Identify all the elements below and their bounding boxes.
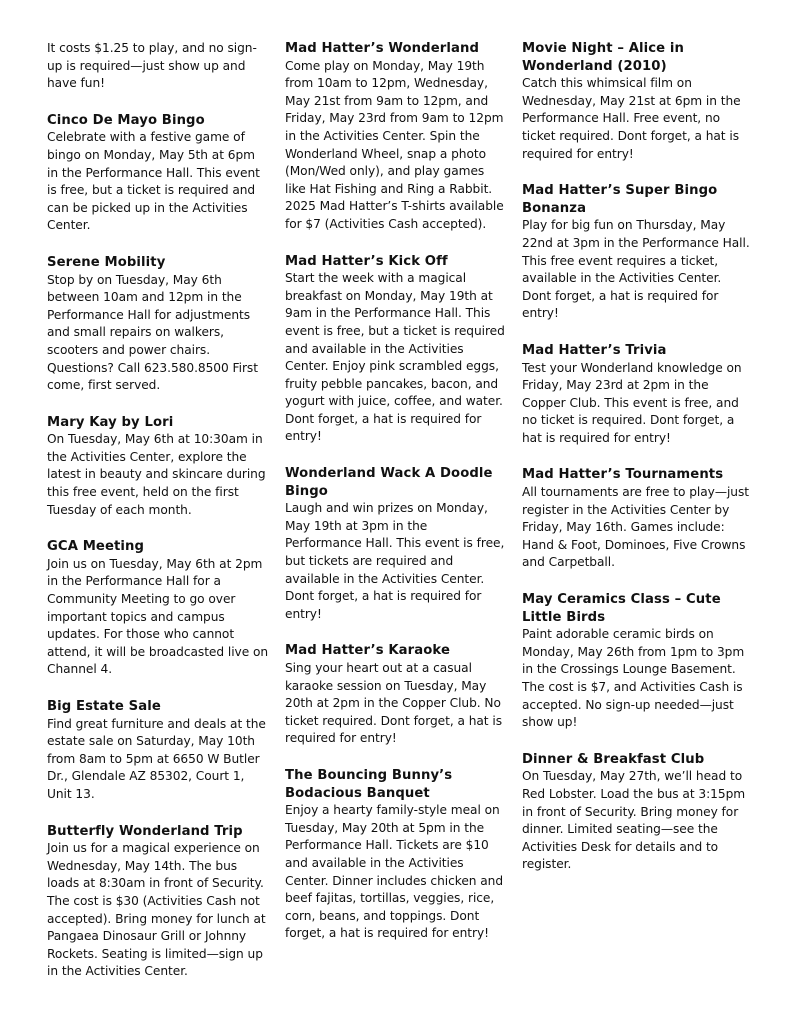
event-serene-mobility xyxy=(47,254,269,395)
event-title: Mad Hatter’s Trivia xyxy=(522,342,667,358)
event-title: The Bouncing Bunny’s Bodacious Banquet xyxy=(285,767,453,801)
event-title: Mad Hatter’s Tournaments xyxy=(522,467,724,483)
event-description: Enjoy a hearty family-style meal on Tuesday, May 20th at 5pm in the Performance Hall. Tickets are $10 and available in the Activities Center. Dinner includes chicken and beef fajitas, tortillas, veggies, rice, corn, beans, and toppings. Dont forget, a hat is required for entry! xyxy=(285,803,504,941)
event-title: Mad Hatter’s Wonderland xyxy=(285,41,480,56)
event-mad-hatters-kick-off xyxy=(285,253,507,447)
event-mad-hatters-tournaments xyxy=(522,466,752,572)
event-mad-hatters-trivia xyxy=(522,342,752,448)
event-title: Mad Hatter’s Karaoke xyxy=(285,643,450,659)
event-description: Sing your heart out at a casual karaoke session on Tuesday, May 20th at 2pm in the Copper Club. No ticket required. Dont forget, a hat is required for entry! xyxy=(285,661,502,746)
event-big-estate-sale xyxy=(47,698,269,804)
event-ceramics-class xyxy=(522,591,752,732)
event-description: Play for big fun on Thursday, May 22nd at 3pm in the Performance Hall. This free event requires a ticket, available in the Activities Center. Dont forget, a hat is required for entry! xyxy=(522,218,750,321)
event-title: Mad Hatter’s Kick Off xyxy=(285,253,448,269)
event-wack-a-doodle-bingo xyxy=(285,465,507,623)
event-description: Come play on Monday, May 19th from 10am to 12pm, Wednesday, May 21st from 9am to 12pm, and Friday, May 23rd from 9am to 12pm in the Activities Center. Spin the Wonderland Wheel, snap a photo (Mon/Wed only), and play games like Hat Fishing and Ring a Rabbit. 2025 Mad Hatter’s T-shirts available for $7 (Activities Cash accepted). xyxy=(285,58,504,231)
events-column-1 xyxy=(47,40,269,1000)
event-title: Mary Kay by Lori xyxy=(47,414,174,430)
event-title: Wonderland Wack A Doodle Bingo xyxy=(285,466,493,499)
event-title: Movie Night – Alice in Wonderland (2010) xyxy=(522,41,685,74)
event-movie-night xyxy=(522,40,752,163)
event-title: Dinner & Breakfast Club xyxy=(522,751,705,767)
event-description: Join us for a magical experience on Wednesday, May 14th. The bus loads at 8:30am in front of Security. The cost is $30 (Activities Cash not accepted). Bring money for lunch at Pangaea Dinosaur Grill or Johnny Rockets. Seating is limited—sign up in the Activities Center. xyxy=(47,841,266,979)
event-description: Stop by on Tuesday, May 6th between 10am and 12pm in the Performance Hall for adjustments and small repairs on walkers, scooters and power chairs. Questions? Call 623.580.8500 First come, first served. xyxy=(47,272,258,393)
event-description: Join us on Tuesday, May 6th at 2pm in the Performance Hall for a Community Meeting to go over important topics and campus updates. For those who cannot attend, it will be broadcasted live on Channel 4. xyxy=(47,556,269,677)
events-column-2 xyxy=(285,40,507,962)
event-description: On Tuesday, May 6th at 10:30am in the Activities Center, explore the latest in beauty and skincare during this free event, held on the first Tuesday of each month. xyxy=(47,432,266,517)
event-title: Cinco De Mayo Bingo xyxy=(47,112,205,128)
event-gca-meeting xyxy=(47,538,269,679)
event-dinner-breakfast-club xyxy=(522,751,752,874)
event-title: Mad Hatter’s Super Bingo Bonanza xyxy=(522,183,718,216)
event-description: Start the week with a magical breakfast on Monday, May 19th at 9am in the Performance Hall. This event is free, but a ticket is required and available in the Activities Center. Enjoy pink scrambled eggs, fruity pebble pancakes, bacon, and yogurt with juice, coffee, and water. Dont forget, a hat is required for entry! xyxy=(285,271,505,444)
event-title: Serene Mobility xyxy=(47,254,166,270)
event-description: Catch this whimsical film on Wednesday, May 21st at 6pm in the Performance Hall. Free event, no ticket required. Dont forget, a hat is required for entry! xyxy=(522,76,741,161)
event-mad-hatters-wonderland xyxy=(285,40,507,234)
event-super-bingo-bonanza xyxy=(522,182,752,323)
event-description: Celebrate with a festive game of bingo on Monday, May 5th at 6pm in the Performance Hall. This event is free, but a ticket is required and can be picked up in the Activities Center. xyxy=(47,130,260,233)
event-butterfly-wonderland-trip xyxy=(47,823,269,981)
event-mad-hatters-karaoke xyxy=(285,642,507,748)
event-title: May Ceramics Class – Cute Little Birds xyxy=(522,592,721,625)
event-description: Laugh and win prizes on Monday, May 19th at 3pm in the Performance Hall. This event is free, but tickets are required and available in the Activities Center. Dont forget, a hat is required for entry! xyxy=(285,501,505,621)
event-mary-kay xyxy=(47,414,269,520)
event-title: Big Estate Sale xyxy=(47,699,161,714)
event-description: Find great furniture and deals at the estate sale on Saturday, May 10th from 8am to 5pm at 6650 W Butler Dr., Glendale AZ 85302, Court 1, Unit 13. xyxy=(47,716,266,801)
event-description: All tournaments are free to play—just register in the Activities Center by Friday, May 16th. Games include: Hand & Foot, Dominoes, Five Crowns and Carpetball. xyxy=(522,485,750,570)
event-description: On Tuesday, May 27th, we’ll head to Red Lobster. Load the bus at 3:15pm in front of Security. Bring money for dinner. Limited seating—see the Activities Desk for details and to register. xyxy=(522,769,746,872)
event-cinco-de-mayo-bingo xyxy=(47,112,269,235)
event-bodacious-banquet xyxy=(285,767,507,943)
events-column-3 xyxy=(522,40,752,893)
event-description: Test your Wonderland knowledge on Friday, May 23rd at 2pm in the Copper Club. This event is free, and no ticket is required. Dont forget, a hat is required for entry! xyxy=(522,360,742,445)
continued-text: It costs $1.25 to play, and no sign-up is required—just show up and have fun! xyxy=(47,41,257,91)
event-title: GCA Meeting xyxy=(47,539,145,555)
event-title: Butterfly Wonderland Trip xyxy=(47,823,243,839)
event-description: Paint adorable ceramic birds on Monday, May 26th from 1pm to 3pm in the Crossings Lounge Basement. The cost is $7, and Activities Cash is accepted. No sign-up needed—just show up! xyxy=(522,627,745,730)
